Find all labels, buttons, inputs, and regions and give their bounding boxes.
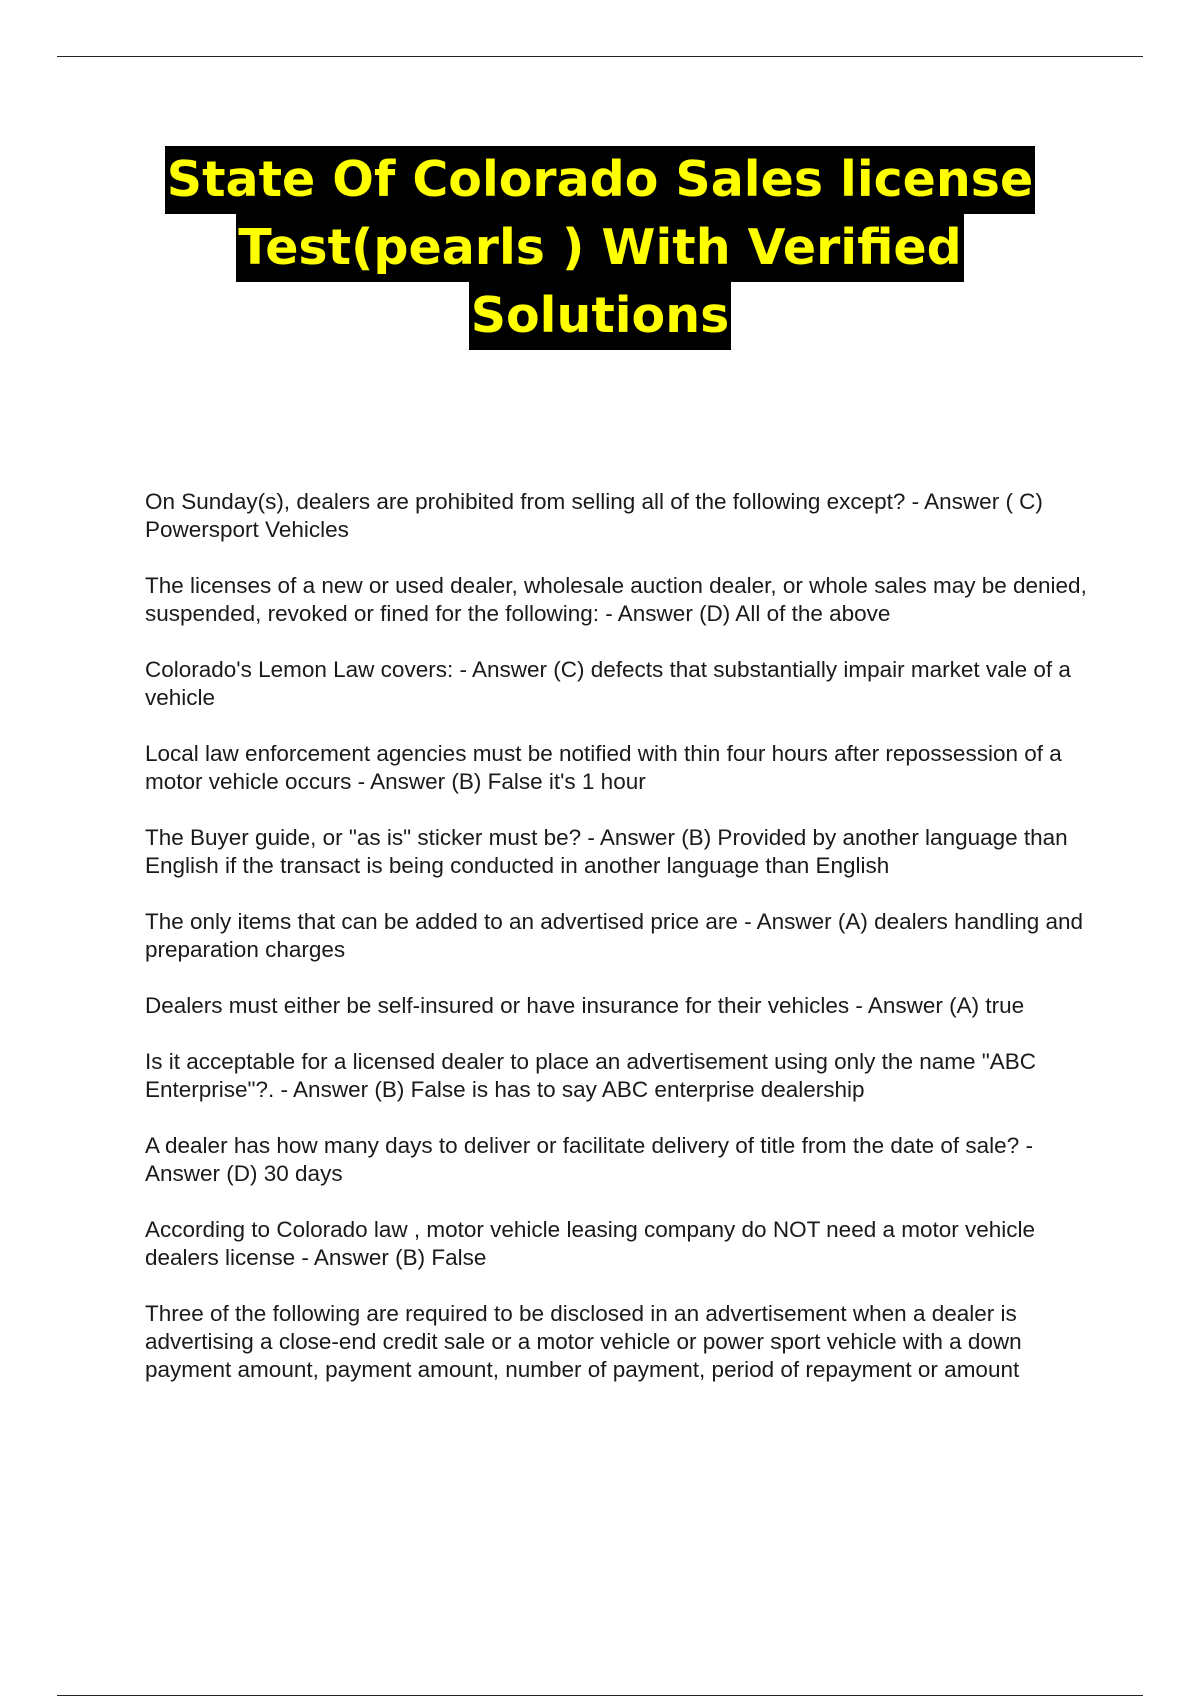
qa-item: The Buyer guide, or "as is" sticker must be? - Answer (B) Provided by another language than English if the transact is being conducted in another language than English [145,825,1068,878]
qa-item: Three of the following are required to be disclosed in an advertisement when a dealer is advertising a close-end credit sale or a motor vehicle or power sport vehicle with a down payment amount, payment amount, number of payment, period of repayment or amount [145,1301,1022,1382]
bottom-rule [57,1695,1143,1696]
qa-item: Local law enforcement agencies must be notified with thin four hours after repossession of a motor vehicle occurs - Answer (B) False it's 1 hour [145,741,1062,794]
qa-item: According to Colorado law , motor vehicle leasing company do NOT need a motor vehicle dealers license - Answer (B) False [145,1217,1036,1270]
document-title [60,146,1140,350]
qa-item: On Sunday(s), dealers are prohibited from selling all of the following except? - Answer ( C) Powersport Vehicles [145,489,1043,542]
qa-item: Colorado's Lemon Law covers: - Answer (C) defects that substantially impair market vale of a vehicle [145,657,1071,710]
title-line-1: State Of Colorado Sales license [165,146,1035,214]
title-line-2: Test(pearls ) With Verified [236,214,963,282]
qa-item: The licenses of a new or used dealer, wholesale auction dealer, or whole sales may be denied, suspended, revoked or fined for the following: - Answer (D) All of the above [145,573,1087,626]
qa-list [145,488,1095,1412]
qa-item: The only items that can be added to an advertised price are - Answer (A) dealers handling and preparation charges [145,909,1084,962]
top-rule [57,56,1143,57]
qa-item: Dealers must either be self-insured or have insurance for their vehicles - Answer (A) true [145,993,1025,1018]
title-line-3: Solutions [469,282,732,350]
qa-item: Is it acceptable for a licensed dealer to place an advertisement using only the name "ABC Enterprise"?. - Answer (B) False is has to say ABC enterprise dealership [145,1049,1036,1102]
qa-item: A dealer has how many days to deliver or facilitate delivery of title from the date of sale? - Answer (D) 30 days [145,1133,1033,1186]
